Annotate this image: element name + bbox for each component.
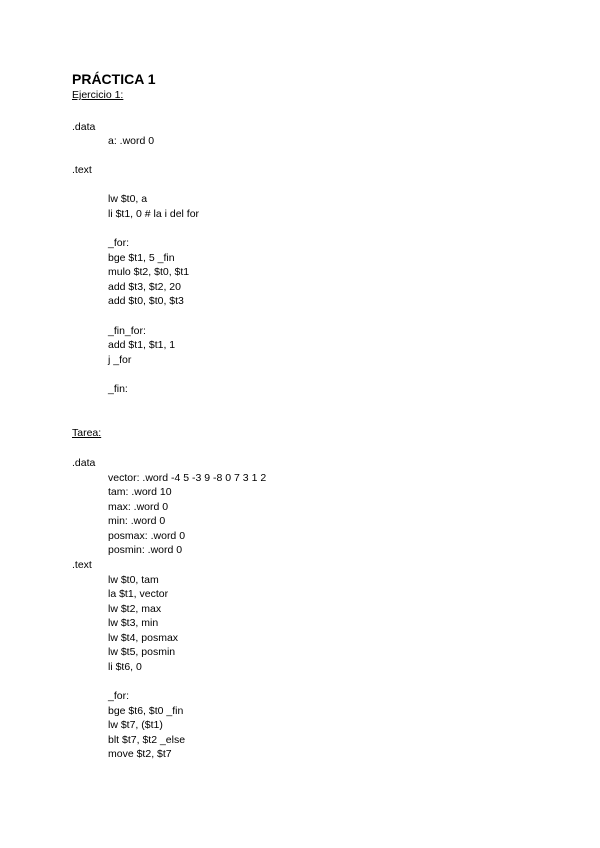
code-line: _fin: [108,383,128,395]
code-line: li $t6, 0 [108,661,142,673]
code-line: lw $t2, max [108,603,162,615]
code-line: .data [72,121,96,133]
page-title: PRÁCTICA 1 [72,71,156,87]
code-line: lw $t7, ($t1) [108,719,163,731]
code-line: a: .word 0 [108,135,155,147]
code-line: _for: [108,237,130,249]
code-line: tam: .word 10 [108,486,172,498]
task-heading: Tarea: [72,427,102,439]
code-line: mulo $t2, $t0, $t1 [108,266,190,278]
code-line: move $t2, $t7 [108,748,172,760]
code-line: _fin_for: [108,325,146,337]
code-line: min: .word 0 [108,515,166,527]
code-line: .text [72,559,92,571]
code-line: posmax: .word 0 [108,530,186,542]
code-line: lw $t4, posmax [108,632,179,644]
code-line: add $t0, $t0, $t3 [108,295,184,307]
exercise-heading: Ejercicio 1: [72,89,124,101]
code-line: lw $t0, tam [108,574,159,586]
code-line: posmin: .word 0 [108,544,183,556]
code-line: la $t1, vector [108,588,169,600]
code-line: .text [72,164,92,176]
code-line: vector: .word -4 5 -3 9 -8 0 7 3 1 2 [108,472,267,484]
code-line: blt $t7, $t2 _else [108,734,186,746]
code-line: lw $t3, min [108,617,159,629]
code-line: lw $t5, posmin [108,646,176,658]
code-line: bge $t6, $t0 _fin [108,705,184,717]
code-line: j _for [108,354,132,366]
code-line: max: .word 0 [108,501,169,513]
code-line: _for: [108,690,130,702]
code-line: .data [72,457,96,469]
code-line: li $t1, 0 # la i del for [108,208,200,220]
code-line: add $t3, $t2, 20 [108,281,181,293]
code-line: bge $t1, 5 _fin [108,252,175,264]
code-line: lw $t0, a [108,193,148,205]
code-line: add $t1, $t1, 1 [108,339,176,351]
